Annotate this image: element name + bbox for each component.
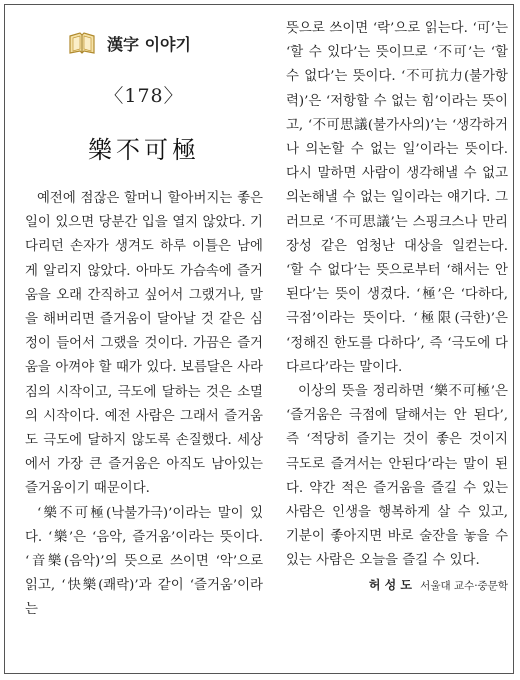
article-body-right — [286, 17, 508, 574]
paragraph: 이상의 뜻을 정리하면 ‘樂不可極’은 ‘즐거움은 극점에 달해서는 안 된다’, 즉 ‘적당히 즐기는 것이 좋은 것이지 극도로 즐겨서는 안된다’라는 말이 된다. 약간 적은 즐거움을 즐길 수 있는 사람은 인생을 행복하게 살 수 있고, 기분이 좋아지면 바로 술잔을 놓을 수 있는 사람은 오늘을 즐길 수 있다. — [286, 384, 508, 569]
author-affiliation: 서울대 교수·중문학 — [420, 579, 508, 592]
paragraph: ‘樂不可極(낙불가극)’이라는 말이 있다. ‘樂’은 ‘음악, 즐거움’이라는 뜻이다. ‘音樂(음악)’의 뜻으로 쓰이면 ‘악’으로 읽고, ‘快樂(쾌락)’과 같이 ‘즐거움’이라는 — [25, 505, 263, 618]
column-header — [25, 25, 263, 61]
article-body-left — [25, 187, 263, 623]
book-icon — [67, 30, 97, 56]
series-title: 漢字 이야기 — [107, 34, 191, 54]
paragraph: 예전에 점잖은 할머니 할아버지는 좋은 일이 있으면 당분간 입을 열지 않았다. 기다리던 손자가 생겨도 하루 이틀은 남에게 알리지 않았다. 아마도 가슴속에 즐거움을 오래 간직하고 싶어서 그랬거나, 말을 해버리면 즐거움이 달아날 것 같은 심정이 들어서 그랬을 것이다. 가끔은 즐거움을 아껴야 할 때가 있다. 보름달은 사라짐의 시작이고, 극도에 달하는 것은 소멸의 시작이다. 예전 사람은 그래서 즐거움도 극도에 달하지 않도록 손질했다. 세상에서 가장 큰 즐거움은 아직도 남아있는 즐거움이기 때문이다. — [25, 191, 263, 497]
left-column — [25, 25, 263, 623]
right-column — [286, 17, 508, 593]
column-number: 〈178〉 — [104, 85, 184, 107]
author-name: 허 성 도 — [368, 577, 412, 592]
paragraph-continuation: 뜻으로 쓰이면 ‘락’으로 읽는다. ‘可’는 ‘할 수 있다’는 뜻이므로 ‘不可’는 ‘할 수 없다’는 뜻이다. ‘不可抗力(불가항력)’은 ‘저항할 수 없는 힘’이라는 뜻이고, ‘不可思議(불가사의)’는 ‘생각하거나 의논할 수 없는 일’이라는 뜻이다. 다시 말하면 사람이 생각해낼 수 없고 의논해낼 수 없는 일이라는 얘기다. 그러므로 ‘不可思議’는 스핑크스나 만리장성 같은 엄청난 대상을 일컫는다. ‘할 수 없다’는 뜻으로부터 ‘해서는 안 된다’는 뜻이 생겼다. ‘極’은 ‘다하다, 극점’이라는 뜻이다. ‘極限(극한)’은 ‘정해진 한도를 다하다’, 즉 ‘극도에 다다르다’라는 말이다. — [286, 21, 508, 375]
article-frame — [4, 4, 514, 674]
byline — [286, 576, 508, 593]
page-title: 樂不可極 — [88, 136, 200, 164]
